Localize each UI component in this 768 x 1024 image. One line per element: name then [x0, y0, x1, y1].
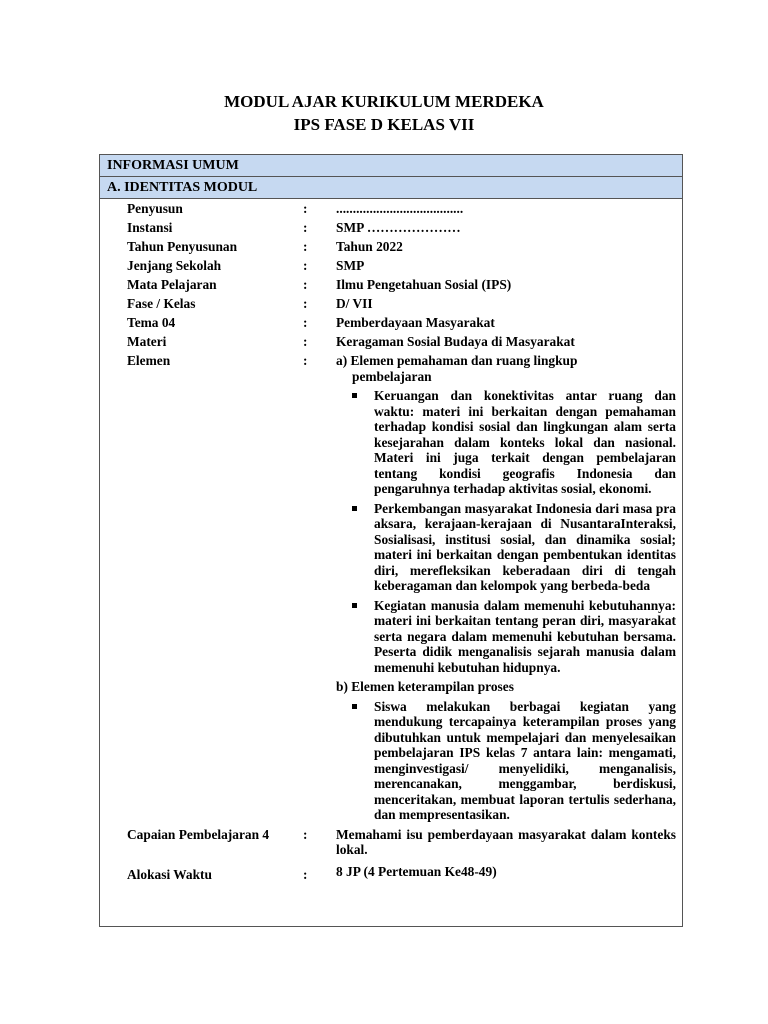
field-separator: : [303, 277, 308, 292]
field-value: Pemberdayaan Masyarakat [336, 315, 495, 330]
field-row-penyusun [100, 201, 682, 220]
elemen-a-title: a) Elemen pemahaman dan ruang lingkup [336, 353, 578, 368]
field-label: Tema 04 [127, 315, 176, 330]
section-header-general: INFORMASI UMUM [100, 155, 682, 177]
elemen-b-title: b) Elemen keterampilan proses [336, 679, 514, 694]
field-label: Jenjang Sekolah [127, 258, 222, 273]
field-separator: : [303, 866, 308, 882]
list-item: Siswa melakukan berbagai kegiatan yang mendukung tercapainya keterampilan proses yang dibutuhkan untuk mempelajari dan menyelesaikan pembelajaran IPS kelas 7 antara lain: mengamati, menginvestigasi/ menyelidiki, menganalisis, merencanakan, menggambar, berdiskusi, menceritakan, membuat laporan tertulis sederhana, dan mempresentasikan. [336, 699, 676, 823]
bullet-square-icon [352, 704, 357, 709]
field-row-tema [100, 315, 682, 334]
bullet-square-icon [352, 506, 357, 511]
title-line-1: MODUL AJAR KURIKULUM MERDEKA [224, 92, 544, 111]
field-label: Materi [127, 334, 167, 349]
field-separator: : [303, 334, 308, 349]
list-item: Kegiatan manusia dalam memenuhi kebutuhannya: materi ini berkaitan tentang peran diri, masyarakat serta negara dalam memenuhi kebutuhan bersama. Peserta didik menganalisis sejarah manusia dalam memenuhi kebutuhan hidupnya. [336, 598, 676, 676]
elemen-a-list [336, 388, 676, 675]
field-separator: : [303, 826, 308, 842]
field-separator: : [303, 201, 308, 216]
field-row-materi [100, 334, 682, 353]
field-value: Tahun 2022 [336, 239, 403, 254]
elemen-value [336, 353, 676, 823]
elemen-a-title-cont: pembelajaran [352, 368, 432, 384]
title-line-2: IPS FASE D KELAS VII [293, 115, 475, 134]
field-separator: : [303, 220, 308, 235]
field-value: Keragaman Sosial Budaya di Masyarakat [336, 334, 575, 349]
field-row-tahun [100, 239, 682, 258]
field-separator: : [303, 353, 308, 368]
field-label: Fase / Kelas [127, 296, 196, 311]
field-value: 8 JP (4 Pertemuan Ke48-49) [336, 863, 497, 879]
field-separator: : [303, 258, 308, 273]
field-value: SMP [336, 258, 365, 273]
field-row-elemen [100, 353, 682, 823]
list-item: Perkembangan masyarakat Indonesia dari masa pra aksara, kerajaan-kerajaan di NusantaraInteraksi, Sosialisasi, institusi sosial, dan dinamika sosial; materi ini berkaitan dengan pembentukan identitas diri, merefleksikan keberadaan diri di tengah keberagaman dan kelompok yang berbeda-beda [336, 501, 676, 594]
field-row-instansi [100, 220, 682, 239]
field-label: Elemen [127, 353, 171, 368]
field-value: Ilmu Pengetahuan Sosial (IPS) [336, 277, 512, 292]
field-value: Memahami isu pemberdayaan masyarakat dalam konteks lokal. [336, 826, 676, 857]
field-row-jenjang [100, 258, 682, 277]
field-label: Instansi [127, 220, 173, 235]
bullet-square-icon [352, 603, 357, 608]
field-row-capaian [100, 827, 682, 858]
field-label: Penyusun [127, 201, 183, 216]
field-label: Mata Pelajaran [127, 277, 217, 292]
field-value: ...................................... [336, 201, 464, 216]
elemen-b-list [336, 699, 676, 823]
field-label: Tahun Penyusunan [127, 239, 238, 254]
field-label: Alokasi Waktu [127, 866, 212, 882]
identity-rows [100, 201, 682, 883]
field-value: SMP ………………… [336, 220, 461, 235]
section-header-identity: A. IDENTITAS MODUL [100, 177, 682, 199]
field-row-fase [100, 296, 682, 315]
field-separator: : [303, 296, 308, 311]
field-label: Capaian Pembelajaran 4 [127, 826, 270, 842]
list-item: Keruangan dan konektivitas antar ruang dan waktu: materi ini berkaitan dengan pemahaman terhadap kondisi sosial dan lingkungan alam serta kesejarahan dalam konteks lokal dan nasional. Materi ini juga terkait dengan pembelajaran tentang kondisi geografis Indonesia dan pengaruhnya terhadap aktivitas sosial, ekonomi. [336, 388, 676, 497]
field-separator: : [303, 315, 308, 330]
field-row-alokasi [100, 864, 682, 883]
field-row-mapel [100, 277, 682, 296]
document-title [0, 90, 768, 136]
module-table [99, 154, 683, 927]
bullet-square-icon [352, 393, 357, 398]
field-separator: : [303, 239, 308, 254]
field-value: D/ VII [336, 296, 373, 311]
